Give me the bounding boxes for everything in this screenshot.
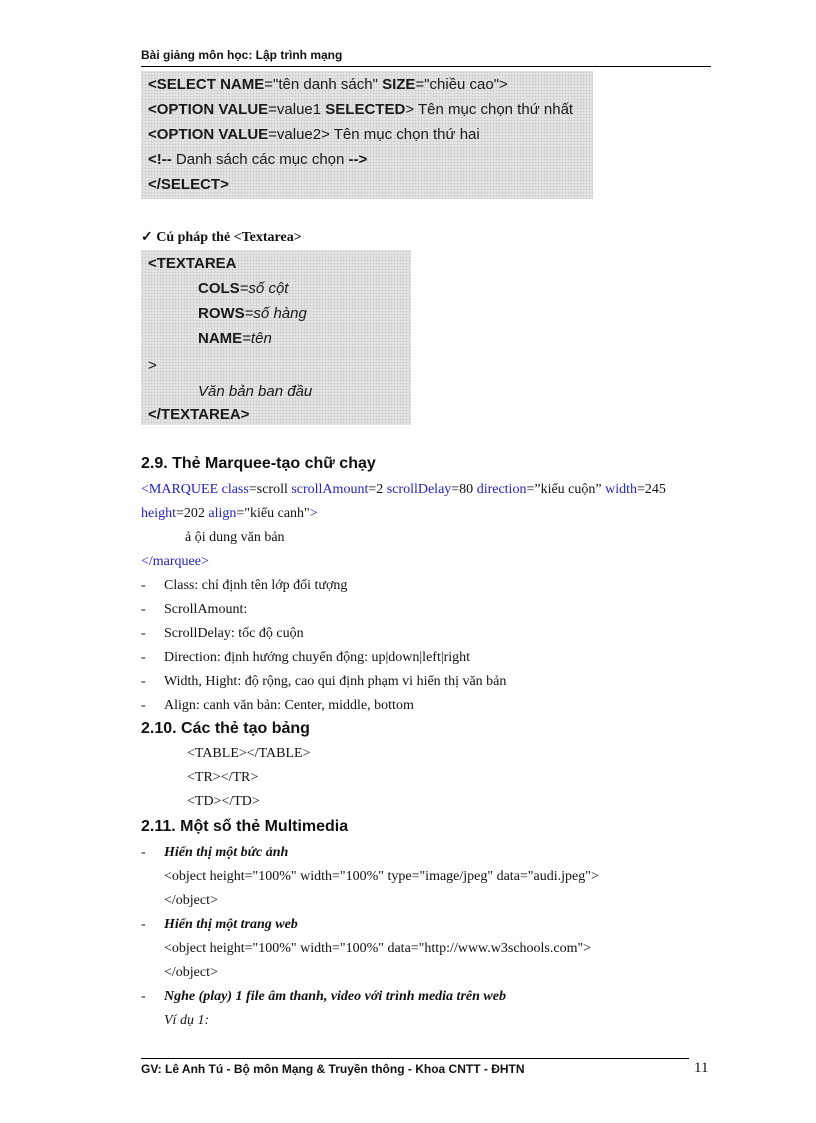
select-code-box [141,71,593,199]
section-heading-table: 2.10. Các thẻ tạo bảng [141,720,310,737]
table-tag-line: <TR></TR> [187,770,259,785]
multimedia-item-web-close: </object> [164,965,218,980]
select-line-4: <!-- Danh sách các mục chọn --> [148,151,368,168]
marquee-close: </marquee> [141,554,209,569]
textarea-open: <TEXTAREA [148,255,237,272]
textarea-gt: > [148,357,157,374]
running-footer: GV: Lê Anh Tú - Bộ môn Mạng & Truyền thông - Khoa CNTT - ĐHTN [141,1062,525,1076]
list-dash: - [141,989,146,1004]
check-icon: ✓ [141,230,153,245]
multimedia-item-web-code: <object height="100%" width="100%" data="http://www.w3schools.com"> [164,941,592,956]
select-line-2: <OPTION VALUE=value1 SELECTED> Tên mục chọn thứ nhất [148,101,574,118]
list-dash: - [141,578,146,593]
table-tag-line: <TABLE></TABLE> [187,746,311,761]
list-item: Width, Hight: độ rộng, cao qui định phạm vi hiển thị văn bản [164,674,507,689]
select-line-5: </SELECT> [148,176,229,193]
marquee-code-line-2: height=202 align="kiểu canh"> [141,506,318,521]
textarea-name: NAME=tên [198,330,272,347]
section-heading-marquee: 2.9. Thẻ Marquee-tạo chữ chạy [141,455,376,472]
list-dash: - [141,650,146,665]
list-item: Direction: định hướng chuyển động: up|down|left|right [164,650,471,665]
textarea-heading: ✓ Cú pháp thẻ <Textarea> [141,230,302,245]
list-item: Class: chỉ định tên lớp đối tượng [164,578,348,593]
multimedia-item-web-title: Hiển thị một trang web [164,917,298,932]
list-item: ScrollDelay: tốc độ cuộn [164,626,304,641]
section-heading-multimedia: 2.11. Một số thẻ Multimedia [141,818,349,835]
multimedia-item-image-title: Hiển thị một bức ảnh [164,845,289,860]
marquee-content: ả ội dung văn bản [185,530,285,545]
list-item: Align: canh văn bản: Center, middle, bottom [164,698,414,713]
textarea-initial: Văn bản ban đầu [198,383,313,400]
textarea-rows: ROWS=số hàng [198,305,307,322]
list-dash: - [141,845,146,860]
list-dash: - [141,602,146,617]
header-rule [141,66,711,67]
page-number: 11 [694,1060,709,1076]
textarea-code-box [141,250,411,425]
textarea-close: </TEXTAREA> [148,406,250,423]
marquee-code-line-1: <MARQUEE class=scroll scrollAmount=2 scrollDelay=80 direction=”kiểu cuộn” width=245 [141,482,666,497]
textarea-cols: COLS=số cột [198,280,289,297]
select-line-3: <OPTION VALUE=value2> Tên mục chọn thứ hai [148,126,480,143]
list-dash: - [141,698,146,713]
multimedia-item-image-code: <object height="100%" width="100%" type="image/jpeg" data="audi.jpeg"> [164,869,599,884]
list-item: ScrollAmount: [164,602,248,617]
list-dash: - [141,917,146,932]
table-tag-line: <TD></TD> [187,794,260,809]
multimedia-item-image-close: </object> [164,893,218,908]
multimedia-item-media-title: Nghe (play) 1 file âm thanh, video với trình media trên web [164,989,506,1004]
running-header: Bài giảng môn học: Lập trình mạng [141,48,343,62]
list-dash: - [141,674,146,689]
select-line-1: <SELECT NAME="tên danh sách" SIZE="chiều cao"> [148,76,508,93]
footer-rule [141,1058,689,1059]
list-dash: - [141,626,146,641]
multimedia-example-label: Ví dụ 1: [164,1013,210,1028]
